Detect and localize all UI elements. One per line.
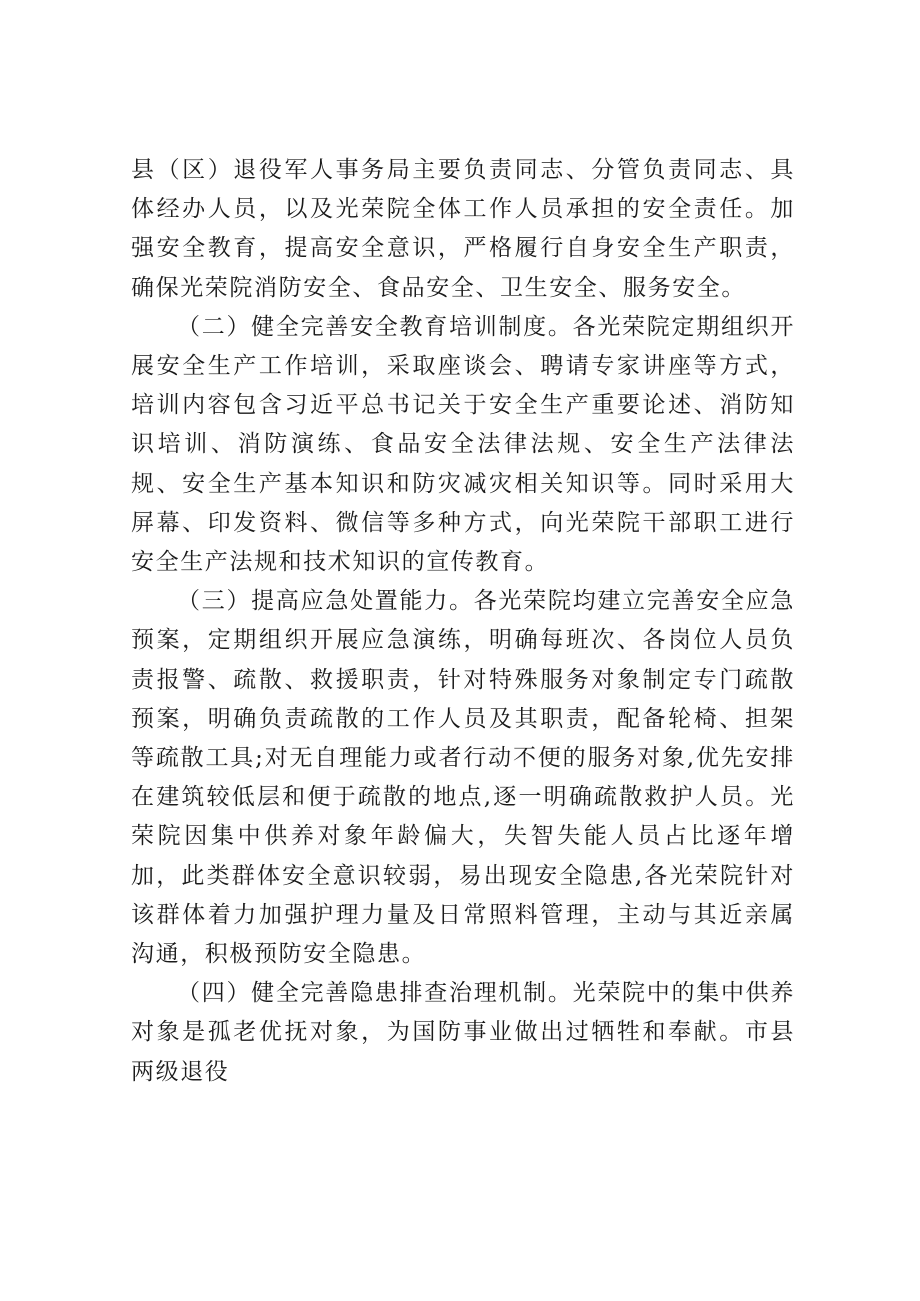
document-body [131, 151, 795, 1092]
paragraph-emergency-response: （三）提高应急处置能力。各光荣院均建立完善安全应急预案，定期组织开展应急演练，明确每班次、各岗位人员负责报警、疏散、救援职责，针对特殊服务对象制定专门疏散预案，明确负责疏散的工作人员及其职责，配备轮椅、担架等疏散工具;对无自理能力或者行动不便的服务对象,优先安排在建筑较低层和便于疏散的地点,逐一明确疏散救护人员。光荣院因集中供养对象年龄偏大，失智失能人员占比逐年增加，此类群体安全意识较弱，易出现安全隐患,各光荣院针对该群体着力加强护理力量及日常照料管理，主动与其近亲属沟通，积极预防安全隐患。 [131, 588, 795, 968]
paragraph-responsibility: 县（区）退役军人事务局主要负责同志、分管负责同志、具体经办人员，以及光荣院全体工作人员承担的安全责任。加强安全教育，提高安全意识，严格履行自身安全生产职责，确保光荣院消防安全、食品安全、卫生安全、服务安全。 [131, 157, 795, 301]
paragraph-training-system: （二）健全完善安全教育培训制度。各光荣院定期组织开展安全生产工作培训，采取座谈会、聘请专家讲座等方式，培训内容包含习近平总书记关于安全生产重要论述、消防知识培训、消防演练、食品安全法律法规、安全生产法律法规、安全生产基本知识和防灾减灾相关知识等。同时采用大屏幕、印发资料、微信等多种方式，向光荣院干部职工进行安全生产法规和技术知识的宣传教育。 [131, 313, 795, 576]
paragraph-hazard-inspection: （四）健全完善隐患排查治理机制。光荣院中的集中供养对象是孤老优抚对象，为国防事业做出过牺牲和奉献。市县两级退役 [131, 980, 795, 1085]
